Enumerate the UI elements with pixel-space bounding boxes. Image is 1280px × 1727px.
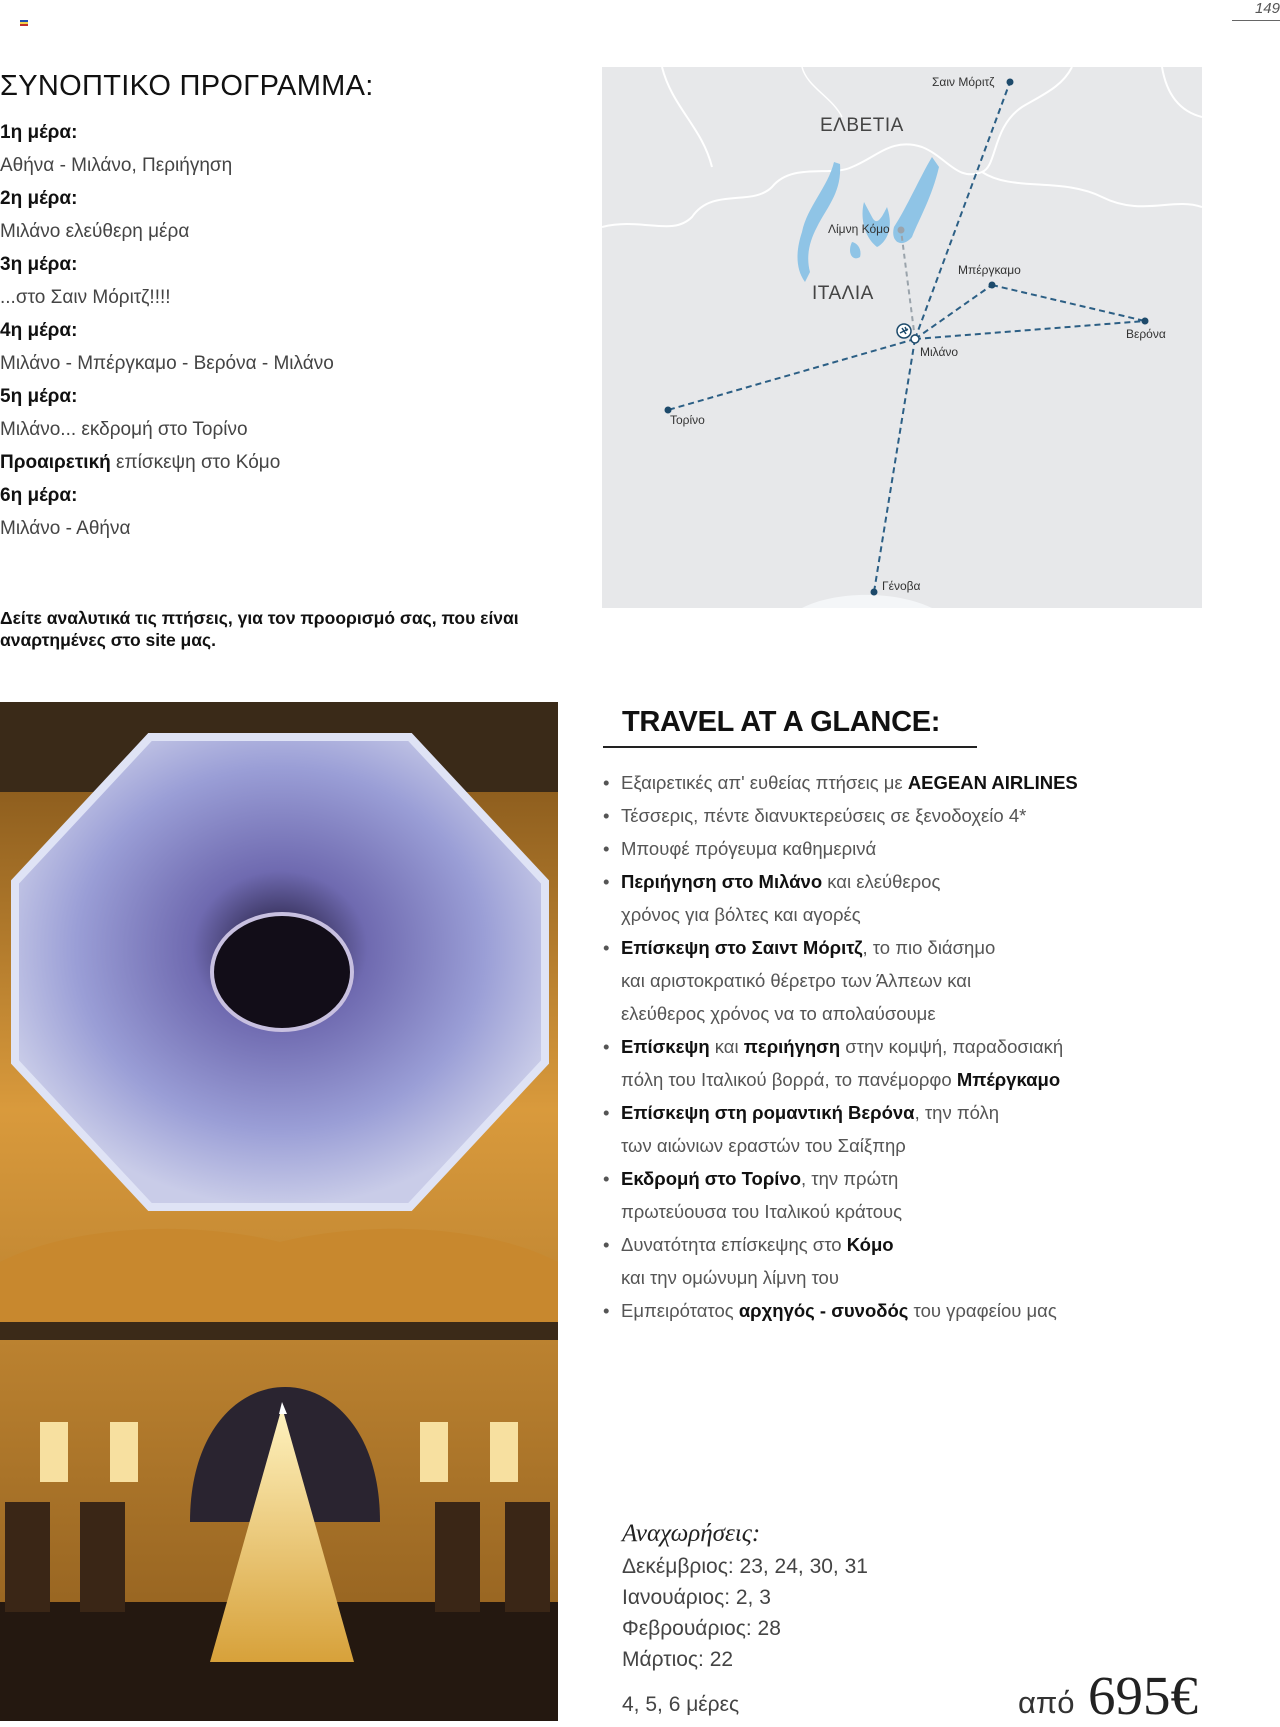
glance-text-bold: Εκδρομή στο Τορίνο bbox=[621, 1168, 802, 1189]
day-4-text: Μιλάνο - Μπέργκαμο - Βερόνα - Μιλάνο bbox=[0, 353, 334, 374]
glance-text-bold: Κόμο bbox=[846, 1234, 894, 1255]
trip-duration: 4, 5, 6 μέρες bbox=[622, 1693, 740, 1716]
greek-flag-icon bbox=[20, 20, 28, 26]
label-verona: Βερόνα bbox=[1126, 327, 1166, 341]
sea-genoa bbox=[802, 595, 932, 608]
bullet-icon: • bbox=[603, 871, 610, 892]
day-1-text: Αθήνα - Μιλάνο, Περιήγηση bbox=[0, 155, 233, 176]
departure-row: Δεκέμβριος: 23, 24, 30, 31 bbox=[622, 1555, 868, 1578]
glance-item-line bbox=[603, 1228, 1203, 1261]
day-6-label: 6η μέρα: bbox=[0, 485, 78, 506]
label-turin: Τορίνο bbox=[670, 413, 705, 427]
glance-item-line bbox=[603, 898, 1203, 931]
day-1-label: 1η μέρα: bbox=[0, 122, 78, 143]
day-5-text: Μιλάνο... εκδρομή στο Τορίνο bbox=[0, 419, 248, 440]
page-number: 149 bbox=[1254, 0, 1280, 17]
glance-item-line bbox=[603, 1294, 1203, 1327]
bullet-icon: • bbox=[603, 937, 610, 958]
glance-text: , το πιο διάσημο bbox=[862, 937, 996, 958]
glance-text-bold: Επίσκεψη στη ρομαντική Βερόνα bbox=[621, 1102, 915, 1123]
glance-text: και την ομώνυμη λίμνη του bbox=[621, 1267, 839, 1288]
program-title: ΣΥΝΟΠΤΙΚΟ ΠΡΟΓΡΑΜΜΑ: bbox=[0, 70, 374, 102]
glance-item-line bbox=[603, 1162, 1203, 1195]
glance-text-bold: AEGEAN AIRLINES bbox=[907, 772, 1078, 793]
glance-text: και αριστοκρατικό θέρετρο των Άλπεων και bbox=[621, 970, 972, 991]
bullet-icon: • bbox=[603, 1234, 610, 1255]
bullet-icon: • bbox=[603, 1036, 610, 1057]
optional-visit bbox=[0, 446, 560, 479]
bullet-icon: • bbox=[603, 1300, 610, 1321]
photo-graphic bbox=[0, 702, 558, 1721]
day-3-text: ...στο Σαιν Μόριτζ!!!! bbox=[0, 287, 171, 308]
glance-item-line bbox=[603, 1195, 1203, 1228]
glance-item-line bbox=[603, 997, 1203, 1030]
day-4-label: 4η μέρα: bbox=[0, 320, 78, 341]
label-bergamo: Μπέργκαμο bbox=[958, 263, 1021, 277]
bullet-icon: • bbox=[603, 805, 610, 826]
glance-item-line bbox=[603, 832, 1203, 865]
glance-list bbox=[603, 766, 1203, 1327]
glance-text: ελεύθερος χρόνος να το απολαύσουμε bbox=[621, 1003, 936, 1024]
glance-text-bold: Επίσκεψη bbox=[621, 1036, 710, 1057]
program-list bbox=[0, 116, 560, 545]
glance-item-line bbox=[603, 964, 1203, 997]
optional-text: επίσκεψη στο Κόμο bbox=[110, 452, 281, 473]
glance-text-bold: περιήγηση bbox=[743, 1036, 841, 1057]
glance-item-line bbox=[603, 1063, 1203, 1096]
galleria-christmas-photo bbox=[0, 702, 558, 1721]
glance-text: στην κομψή, παραδοσιακή bbox=[840, 1036, 1064, 1057]
airplane-icon bbox=[897, 324, 911, 338]
glance-text: Δυνατότητα επίσκεψης στο bbox=[621, 1234, 847, 1255]
day-6-text: Μιλάνο - Αθήνα bbox=[0, 518, 131, 539]
map-graphic bbox=[602, 67, 1202, 608]
country-italy: ΙΤΑΛΙΑ bbox=[812, 283, 874, 304]
departure-row: Ιανουάριος: 2, 3 bbox=[622, 1586, 771, 1609]
glance-item-line bbox=[603, 799, 1203, 832]
page-number-rule bbox=[1232, 20, 1280, 21]
glance-title-rule bbox=[603, 746, 977, 748]
price-prefix: από bbox=[1018, 1685, 1075, 1720]
glance-text: των αιώνιων εραστών του Σαίξπηρ bbox=[621, 1135, 906, 1156]
flights-note: Δείτε αναλυτικά τις πτήσεις, για τον προορισμό σας, που είναι αναρτημένες στο site μας. bbox=[0, 608, 519, 650]
glance-text: πόλη του Ιταλικού βορρά, το πανέμορφο bbox=[621, 1069, 957, 1090]
lake-small bbox=[850, 242, 861, 258]
optional-label: Προαιρετική bbox=[0, 452, 111, 473]
glance-item-line bbox=[603, 1096, 1203, 1129]
label-lake-como: Λίμνη Κόμο bbox=[828, 222, 890, 236]
glance-text-bold: Μπέργκαμο bbox=[956, 1069, 1061, 1090]
glance-text: Τέσσερις, πέντε διανυκτερεύσεις σε ξενοδοχείο 4* bbox=[621, 805, 1027, 826]
label-genoa: Γένοβα bbox=[882, 579, 921, 593]
departure-row: Μάρτιος: 22 bbox=[622, 1648, 734, 1671]
day-2-label: 2η μέρα: bbox=[0, 188, 78, 209]
bullet-icon: • bbox=[603, 1168, 610, 1189]
label-st-moritz: Σαιν Μόριτζ bbox=[932, 75, 995, 89]
day-5-label: 5η μέρα: bbox=[0, 386, 78, 407]
day-3-label: 3η μέρα: bbox=[0, 254, 78, 275]
glance-text: , την πόλη bbox=[914, 1102, 1000, 1123]
bullet-icon: • bbox=[603, 772, 610, 793]
glance-text-bold: αρχηγός - συνοδός bbox=[738, 1300, 909, 1321]
glance-text: πρωτεύουσα του Ιταλικού κράτους bbox=[621, 1201, 903, 1222]
glance-text: Εμπειρότατος bbox=[621, 1300, 739, 1321]
glance-text: , την πρώτη bbox=[801, 1168, 899, 1189]
departure-row: Φεβρουάριος: 28 bbox=[622, 1617, 781, 1640]
departures-title: Αναχωρήσεις: bbox=[622, 1520, 761, 1547]
label-milan: Μιλάνο bbox=[920, 345, 959, 359]
glance-text: Μπουφέ πρόγευμα καθημερινά bbox=[621, 838, 877, 859]
glance-text: του γραφείου μας bbox=[908, 1300, 1057, 1321]
glance-item-line bbox=[603, 1261, 1203, 1294]
price-value: 695€ bbox=[1088, 1665, 1198, 1726]
glance-item-line bbox=[603, 1129, 1203, 1162]
glance-item-line bbox=[603, 1030, 1203, 1063]
glance-title: TRAVEL AT A GLANCE: bbox=[622, 706, 941, 738]
glance-text: και ελεύθερος bbox=[822, 871, 941, 892]
glance-item-line bbox=[603, 766, 1203, 799]
country-switzerland: ΕΛΒΕΤΙΑ bbox=[820, 115, 904, 136]
glance-text: χρόνος για βόλτες και αγορές bbox=[621, 904, 861, 925]
bullet-icon: • bbox=[603, 1102, 610, 1123]
glance-text: και bbox=[709, 1036, 744, 1057]
glance-text: Εξαιρετικές απ' ευθείας πτήσεις με bbox=[621, 772, 908, 793]
glance-item-line bbox=[603, 931, 1203, 964]
day-2-text: Μιλάνο ελεύθερη μέρα bbox=[0, 221, 190, 242]
glance-item-line bbox=[603, 865, 1203, 898]
bullet-icon: • bbox=[603, 838, 610, 859]
route-map bbox=[602, 67, 1202, 608]
departures-list bbox=[622, 1551, 868, 1675]
glance-text-bold: Επίσκεψη στο Σαιντ Μόριτζ bbox=[621, 937, 863, 958]
glance-text-bold: Περιήγηση στο Μιλάνο bbox=[621, 871, 823, 892]
